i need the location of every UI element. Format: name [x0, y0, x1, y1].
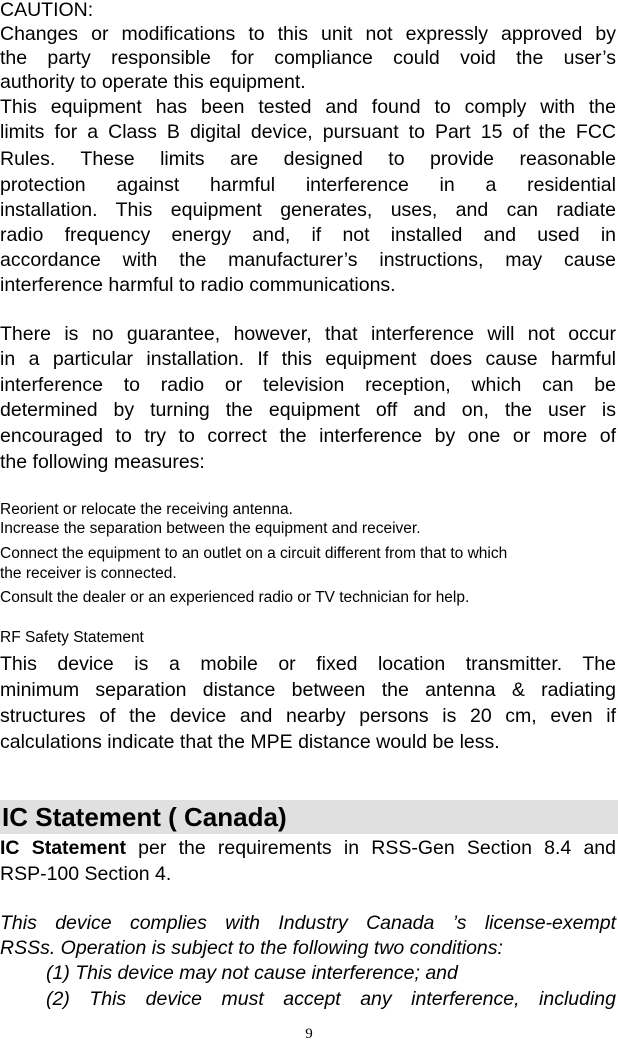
rf-line: calculations indicate that the MPE distance would be less.: [0, 731, 500, 753]
rf-line: minimum separation distance between the antenna & radiating: [0, 679, 616, 701]
rf-line: structures of the device and nearby persons is 20 cm, even if: [0, 705, 616, 727]
measure-item: Reorient or relocate the receiving antenna.: [0, 501, 293, 518]
fcc-paragraph-line: the following measures:: [0, 451, 205, 473]
caution-line: Changes or modifications to this unit not expressly approved by: [0, 23, 616, 45]
fcc-paragraph-line: interference harmful to radio communications.: [0, 274, 396, 296]
ic-condition: (1) This device may not cause interference; and: [46, 962, 458, 984]
fcc-paragraph-line: radio frequency energy and, if not installed and used in: [0, 224, 616, 246]
measure-item: Increase the separation between the equipment and receiver.: [0, 520, 421, 537]
fcc-paragraph-line: This equipment has been tested and found to comply with the: [0, 96, 616, 118]
measure-item: Connect the equipment to an outlet on a circuit different from that to which: [0, 545, 508, 562]
fcc-paragraph-line: Rules. These limits are designed to provide reasonable: [0, 148, 616, 170]
page-number: 9: [305, 1026, 313, 1042]
ic-line-rest: per the requirements in RSS-Gen Section 8.4 and: [125, 837, 616, 859]
fcc-paragraph-line: determined by turning the equipment off and on, the user is: [0, 399, 616, 421]
fcc-paragraph-line: interference to radio or television reception, which can be: [0, 374, 616, 396]
caution-line: the party responsible for compliance could void the user’s: [0, 47, 616, 69]
fcc-paragraph-line: accordance with the manufacturer’s instructions, may cause: [0, 249, 616, 271]
measure-item: Consult the dealer or an experienced radio or TV technician for help.: [0, 589, 470, 606]
fcc-paragraph-line: There is no guarantee, however, that interference will not occur: [0, 323, 616, 345]
ic-line: RSP-100 Section 4.: [0, 863, 172, 885]
measure-item: the receiver is connected.: [0, 565, 177, 582]
fcc-paragraph-line: in a particular installation. If this equipment does cause harmful: [0, 348, 616, 370]
ic-condition: (2) This device must accept any interference, including: [46, 988, 616, 1010]
ic-line: [0, 836, 616, 860]
ic-label: IC Statement: [0, 837, 126, 859]
rf-heading: RF Safety Statement: [0, 629, 144, 646]
fcc-paragraph-line: encouraged to try to correct the interference by one or more of: [0, 425, 616, 447]
rf-line: This device is a mobile or fixed location transmitter. The: [0, 653, 616, 675]
ic-italic-line: RSSs. Operation is subject to the following two conditions:: [0, 937, 503, 959]
caution-line: authority to operate this equipment.: [0, 71, 306, 93]
fcc-paragraph-line: limits for a Class B digital device, pursuant to Part 15 of the FCC: [0, 121, 616, 143]
ic-italic-line: This device complies with Industry Canada ’s license-exempt: [0, 912, 616, 934]
caution-heading: CAUTION:: [0, 0, 94, 21]
ic-heading: IC Statement ( Canada): [2, 802, 287, 832]
fcc-paragraph-line: protection against harmful interference in a residential: [0, 174, 616, 196]
fcc-paragraph-line: installation. This equipment generates, uses, and can radiate: [0, 199, 616, 221]
